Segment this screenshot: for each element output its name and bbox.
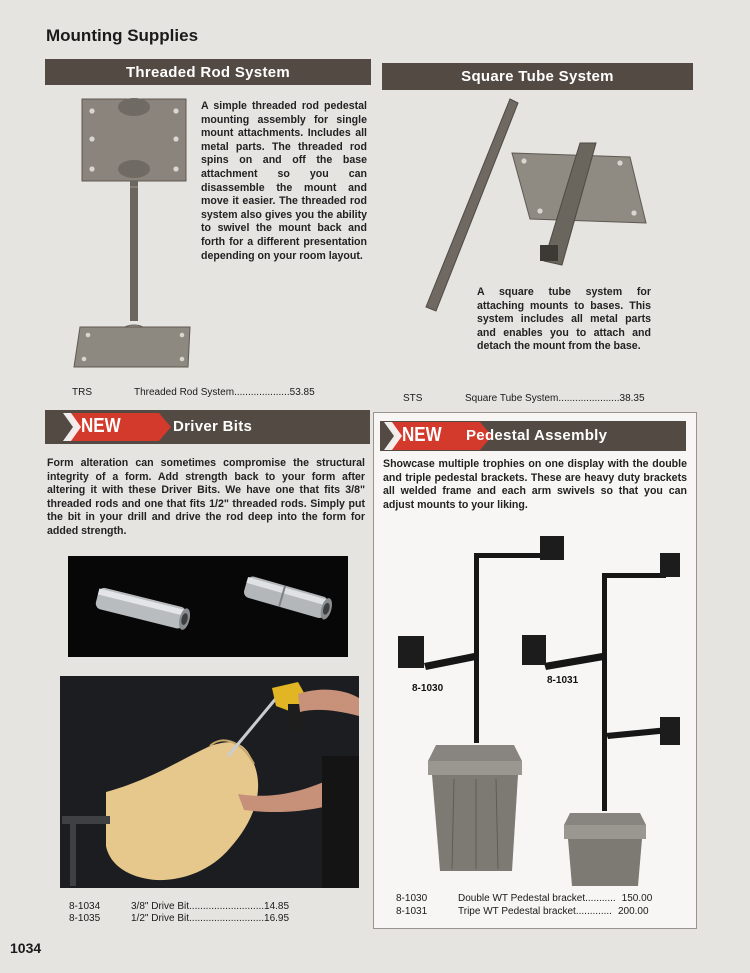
pedestal-label-8-1030: 8-1030	[412, 683, 444, 694]
new-badge-label: NEW	[402, 424, 442, 446]
new-badge-label: NEW	[81, 415, 121, 437]
pedestal-section-title: Pedestal Assembly	[466, 427, 608, 444]
product-name: 1/2" Drive Bit	[131, 913, 190, 924]
driver-price-row-1	[69, 901, 289, 912]
sku: 8-1035	[69, 913, 101, 924]
square-section-title: Square Tube System	[461, 68, 614, 85]
pedestal-section-header	[380, 421, 686, 451]
sku: STS	[403, 393, 423, 404]
leader-dots: ...........................	[189, 901, 265, 912]
pedestal-brackets-photo	[384, 531, 684, 886]
driver-description: Form alteration can sometimes compromise the structural integrity of a form. Add strength back to your form after altering it with these Driver Bits. We have one that fits 3/8" threaded rods and one that fits 1/2" threaded rods. Simply put the bit in your drill and drive the rod deep into the form for added strength.	[47, 457, 365, 537]
square-price-row	[403, 393, 645, 404]
driver-section-title: Driver Bits	[173, 418, 253, 435]
new-badge	[384, 422, 472, 450]
leader-dots: ...........................	[189, 913, 265, 924]
price: 200.00	[617, 906, 649, 917]
product-name: Double WT Pedestal bracket	[458, 893, 586, 904]
driver-price-row-2	[69, 913, 289, 924]
page-title: Mounting Supplies	[46, 26, 199, 45]
square-section-header	[382, 63, 693, 90]
square-tube-photo	[420, 95, 660, 315]
pedestal-label-8-1031: 8-1031	[547, 675, 579, 686]
price: 38.35	[619, 393, 645, 404]
product-name: Square Tube System	[465, 393, 559, 404]
sku: 8-1030	[396, 893, 428, 904]
threaded-section-header	[45, 59, 371, 85]
product-name: 3/8" Drive Bit	[131, 901, 190, 912]
pedestal-price-row-1	[396, 893, 652, 904]
pedestal-price-row-2	[396, 906, 649, 917]
leader-dots: .............	[575, 906, 612, 917]
square-description: A square tube system for attaching mounts to bases. This system includes all metal parts and enables you to attach and detach the mount from the base.	[477, 286, 651, 353]
driver-bits-photo	[68, 556, 348, 657]
threaded-price-row	[72, 387, 315, 398]
threaded-rod-photo	[70, 95, 200, 375]
price: 53.85	[289, 387, 315, 398]
sku: 8-1031	[396, 906, 428, 917]
price: 150.00	[621, 893, 653, 904]
leader-dots: ...........	[585, 893, 616, 904]
driver-section-header	[45, 410, 370, 444]
sku: 8-1034	[69, 901, 101, 912]
leader-dots: ......................	[558, 393, 620, 404]
drilling-form-photo	[60, 676, 359, 888]
product-name: Tripe WT Pedestal bracket	[458, 906, 576, 917]
pedestal-panel	[373, 412, 697, 929]
threaded-section-title: Threaded Rod System	[125, 63, 291, 81]
new-badge	[63, 413, 151, 441]
leader-dots: ....................	[234, 387, 290, 398]
page-number: 1034	[10, 940, 42, 956]
pedestal-description: Showcase multiple trophies on one display with the double and triple pedestal brackets. These are heavy duty brackets all welded frame and each arm swivels so that you can adjust mounts to your liking.	[383, 458, 687, 511]
threaded-description: A simple threaded rod pedestal mounting assembly for single mount attachments. Includes all metal parts. The threaded rod spins on and off the base attachment so you can disassemble the mount and move it easier. The threaded rod system also gives you the ability to swivel the mount back and forth for a different presentation depending on your room layout.	[201, 100, 367, 262]
product-name: Threaded Rod System	[134, 387, 235, 398]
price: 16.95	[264, 913, 290, 924]
sku: TRS	[72, 387, 92, 398]
price: 14.85	[264, 901, 290, 912]
